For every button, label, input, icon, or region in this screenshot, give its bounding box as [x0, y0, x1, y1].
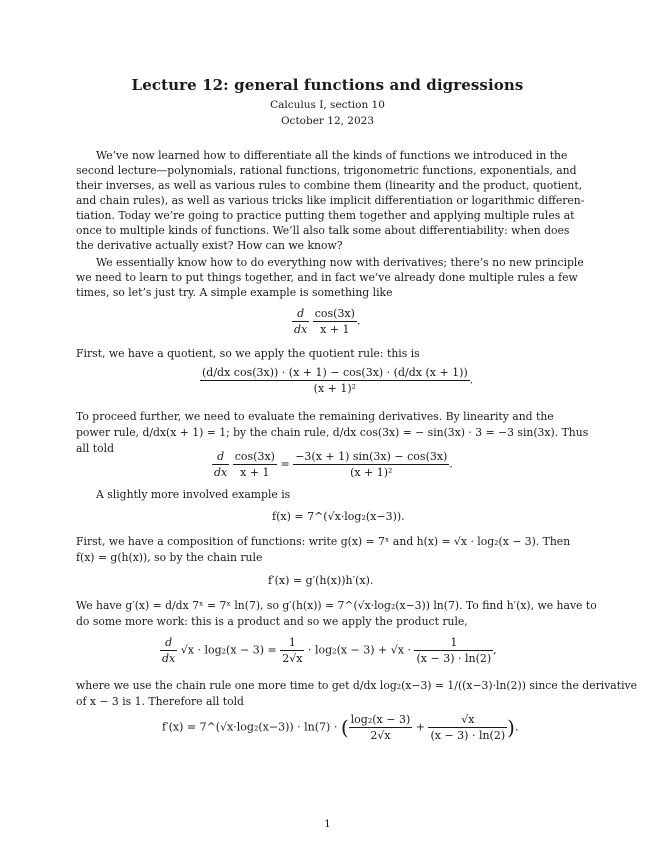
- p4-line-2: f(x) = g(h(x)), so by the chain rule: [76, 551, 263, 564]
- p1-line-6: once to multiple kinds of functions. We’ll also talk some about differentiability: when does: [76, 224, 570, 237]
- equation-6: $\frac{d}{dx}$ √x · log₂(x − 3) = $\frac{1}{2√x}$ · log₂(x − 3) + √x · $\frac{1}{(x - 3) \cdot \ln(2)}$ ,: [162, 636, 497, 665]
- p1-line-1: We’ve now learned how to differentiate all the kinds of functions we introduced in the: [96, 149, 568, 162]
- lecture-title: Lecture 12: general functions and digressions: [131, 76, 524, 94]
- equation-1: $\frac{d}{dx}$ $\frac{\cos(3x)}{x + 1}$ .: [294, 307, 361, 336]
- equation-4: f(x) = 7^(√x·log₂(x−3)).: [272, 510, 405, 523]
- p5-line-2: do some more work: this is a product and so we apply the product rule,: [76, 615, 468, 628]
- course-line: Calculus I, section 10: [270, 99, 385, 111]
- p2-line-2: we need to learn to put things together, and in fact we’ve already done multiple rules a few: [76, 271, 578, 284]
- page-number: 1: [324, 818, 331, 830]
- equation-7: f′(x) = 7^(√x·log₂(x−3)) · ln(7) · ( $\frac{\text{log₂(x − 3)}}{2√x}$ + $\frac{√x}{(x - 3) \cdot \ln(2)}$ ).: [162, 713, 519, 742]
- equation-2: $\frac{\text{(d/dx cos(3x)) · (x + 1) − cos(3x) · (d/dx (x + 1))}}{\text{(x + 1)²}}$ .: [202, 366, 474, 395]
- p3-line-1: To proceed further, we need to evaluate the remaining derivatives. By linearity and the: [76, 410, 554, 423]
- p3-line-2: power rule, d/dx(x + 1) = 1; by the chain rule, d/dx cos(3x) = − sin(3x) · 3 = −3 sin(3x). Thus: [76, 426, 589, 439]
- quotient-line: First, we have a quotient, so we apply the quotient rule: this is: [76, 347, 420, 360]
- p2-line-3: times, so let’s just try. A simple example is something like: [76, 286, 393, 299]
- p6-line-1: where we use the chain rule one more time to get d/dx log₂(x−3) = 1/((x−3)·ln(2)) since the derivative: [76, 679, 638, 692]
- p4-line-1: First, we have a composition of functions: write g(x) = 7ˣ and h(x) = √x · log₂(x − 3). Then: [76, 535, 571, 548]
- p1-line-3: their inverses, as well as various rules to combine them (linearity and the product, quotient,: [76, 179, 583, 192]
- equation-3: $\frac{d}{dx}$ $\frac{\cos(3x)}{x + 1}$ = $\frac{-3(x + 1) \sin(3x) - \cos(3x)}{\text{(x + 1)²}}$ .: [214, 450, 453, 479]
- p6-line-2: of x − 3 is 1. Therefore all told: [76, 695, 244, 708]
- p3-line-3: all told: [76, 442, 114, 455]
- p5-line-1: We have g′(x) = d/dx 7ˣ = 7ˣ ln(7), so g′(h(x)) = 7^(√x·log₂(x−3)) ln(7). To find h′(x), we have to: [76, 599, 597, 612]
- p1-line-4: and chain rules), as well as various tricks like implicit differentiation or logarithmic differen-: [76, 194, 585, 207]
- p1-line-7: the derivative actually exist? How can we know?: [76, 239, 343, 252]
- p1-line-5: tiation. Today we’re going to practice putting them together and applying multiple rules at: [76, 209, 575, 222]
- date-line: October 12, 2023: [280, 115, 375, 127]
- p2-line-1: We essentially know how to do everything now with derivatives; there’s no new principle: [96, 256, 584, 269]
- p1-line-2: second lecture—polynomials, rational functions, trigonometric functions, exponentials, and: [76, 164, 577, 177]
- involved-line: A slightly more involved example is: [96, 488, 291, 501]
- equation-5: f′(x) = g′(h(x))h′(x).: [268, 574, 374, 587]
